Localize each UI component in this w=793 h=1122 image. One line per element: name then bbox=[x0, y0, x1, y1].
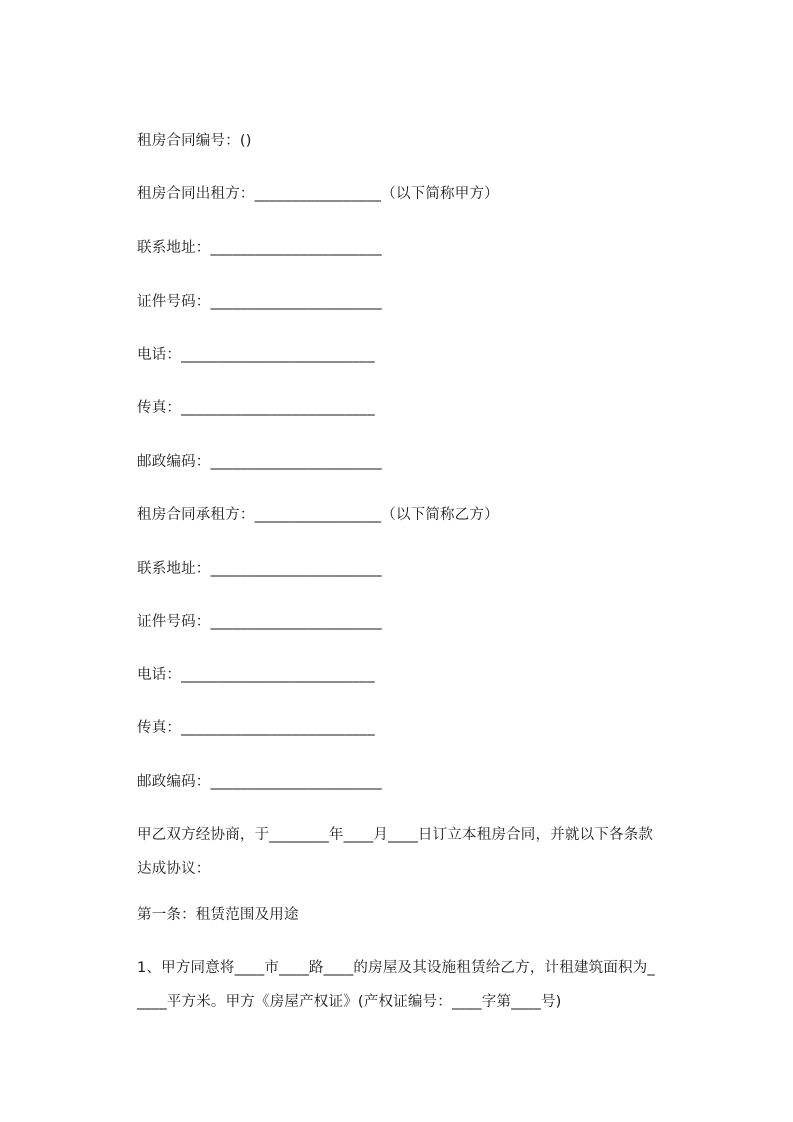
clause-1-line-1: 1、甲方同意将____市____路____的房屋及其设施租赁给乙方，计租建筑面积为_ bbox=[137, 960, 655, 976]
lessor-postcode: 邮政编码：_______________________ bbox=[137, 454, 382, 470]
lessor-address: 联系地址：_______________________ bbox=[137, 240, 382, 256]
agreement-line-2: 达成协议： bbox=[137, 861, 211, 877]
agreement-line-1: 甲乙双方经协商，于________年____月____日订立本租房合同，并就以下各条款 bbox=[137, 827, 654, 843]
contract-number: 租房合同编号：() bbox=[137, 133, 252, 149]
lessor-id-number: 证件号码：_______________________ bbox=[137, 294, 382, 310]
lessee-id-number: 证件号码：_______________________ bbox=[137, 614, 382, 630]
article-1-title: 第一条：租赁范围及用途 bbox=[137, 907, 299, 923]
lessee-fax: 传真：__________________________ bbox=[137, 720, 375, 736]
lessee-address: 联系地址：_______________________ bbox=[137, 561, 382, 577]
lessor-fax: 传真：__________________________ bbox=[137, 400, 375, 416]
article-1-clause-1 bbox=[137, 958, 717, 1012]
clause-1-line-2: ____平方米。甲方《房屋产权证》(产权证编号：____字第____号) bbox=[137, 994, 562, 1010]
lessor-line: 租房合同出租方：_________________（以下简称甲方） bbox=[137, 186, 499, 202]
lessee-postcode: 邮政编码：_______________________ bbox=[137, 774, 382, 790]
lessor-phone: 电话：__________________________ bbox=[137, 347, 375, 363]
lessee-phone: 电话：__________________________ bbox=[137, 667, 375, 683]
lessee-line: 租房合同承租方：_________________（以下简称乙方） bbox=[137, 507, 499, 523]
agreement-paragraph bbox=[137, 825, 717, 879]
